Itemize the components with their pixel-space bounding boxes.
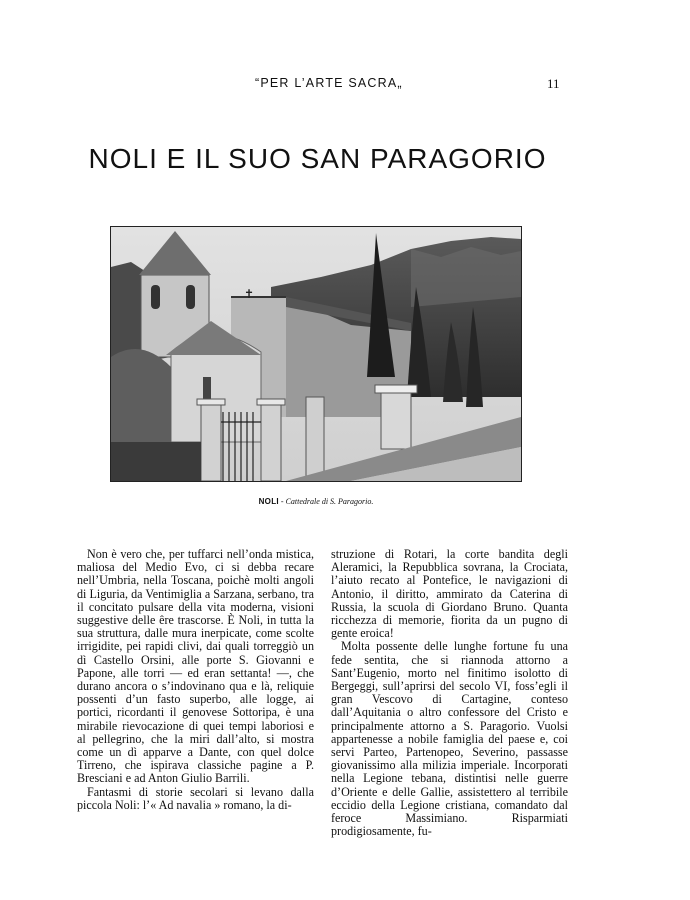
- caption-description: Cattedrale di S. Paragorio.: [285, 497, 374, 506]
- caption-place: NOLI: [258, 497, 279, 506]
- text-column-right: [331, 548, 568, 838]
- paragraph: Molta possente delle lunghe fortune fu una fede sentita, che si riannoda attorno a Sant’Eugenio, morto nel finitimo isolotto di Bergeggi, sull’aprirsi del secolo VI, foss’egli il gran Vescovo di Cartagine, conteso dall’Aquitania o altro confessore del Cristo e principalmente attorno a S. Paragorio. Vuolsi appartenesse a nobile famiglia del paese e, coi servi Parteo, Partenopeo, Severino, passasse giovanissimo alla milizia imperiale. Incorporati nella Legione tebana, distintisi nelle guerre d’Oriente e delle Gallie, assistettero al terribile eccidio della Legione cristiana, comandato dal feroce Massimiano. Risparmiati prodigiosamente, fu-: [331, 639, 568, 839]
- svg-text:✝: ✝: [244, 287, 255, 301]
- article-title: NOLI E IL SUO SAN PARAGORIO: [88, 143, 547, 174]
- text-column-left: [77, 548, 314, 812]
- paragraph: struzione di Rotari, la corte bandita degli Aleramici, la Repubblica sovrana, la Crociata, l’aiuto recato al Pontefice, le navigazioni di Antonio, il diritto, ammirato da Caterina di Russia, la scuola di Giordano Bruno. Quanta ricchezza di memorie, fiorita da un pugno di gente eroica!: [331, 547, 568, 641]
- paragraph: Non è vero che, per tuffarci nell’onda mistica, maliosa del Medio Evo, ci si debba recare nell’Umbria, nella Toscana, poichè molti angoli di Liguria, da Ventimiglia a Sarzana, serbano, tra il concitato pulsare della vita moderna, visioni suggestive delle êre trascorse. È Noli, in tutta la sua struttura, dalle mura inerpicate, come scolte irrigidite, pei rapidi clivi, dai quali torreggiò un dì Castello Orsini, alle porte S. Giovanni e Papone, alle torri — ed eran settanta! —, che durano ancora o s’indovinano qua e là, reliquie possenti d’un fasto superbo, alle logge, ai portici, ricordanti il genovese Sottoripa, è una mirabile rievocazione di quei tempi laboriosi e al pellegrino, che la miri dall’alto, si mostra come un dì apparve a Dante, con quel dolce Tirreno, che ispirava classiche pagine a P. Bresciani e ad Anton Giulio Barrili.: [77, 547, 314, 786]
- photo-caption: [110, 497, 522, 506]
- running-head: [0, 76, 690, 96]
- cathedral-photo-drawing: [111, 227, 521, 481]
- paragraph: Fantasmi di storie secolari si levano dalla piccola Noli: l’« Ad navalia » romano, la di-: [77, 784, 314, 812]
- cathedral-photo: [110, 226, 522, 482]
- caption-separator: -: [278, 497, 286, 506]
- page-number: 11: [547, 76, 560, 91]
- running-title: “PER L’ARTE SACRA„: [255, 76, 403, 90]
